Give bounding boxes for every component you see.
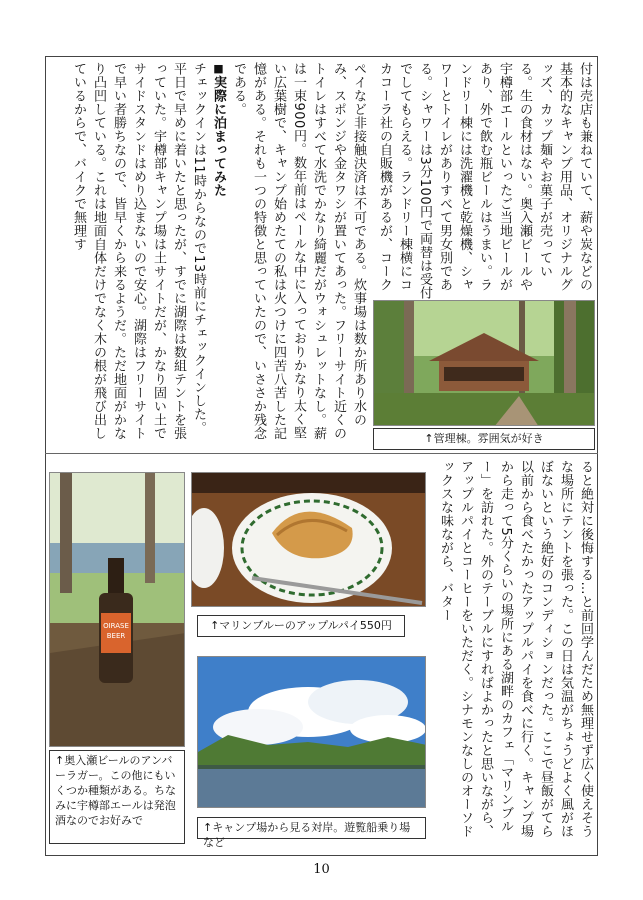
- apple-pie-photo: [191, 472, 426, 607]
- heading-text: 実際に泊まってみた: [211, 75, 226, 197]
- article-paragraph-3: ると絶対に後悔する…と前回学んだため無理せず広く使えそうな場所にテントを張った。この日は気温がちょうどよく風がほぼないという絶好のコンディションだった。ここで昼飯がてら以前から食べたかったアップルパイを食べに行く。キャンプ場から走って5分くらいの場所にある湖畔のカフェ「マリンブルー」を訪れた。外のテーブルにすればよかったと思いながら、アップルパイとコーヒーをいただく。シナモンなしのオーソドックスな味ながら、バター: [438, 460, 593, 838]
- section-divider: [45, 453, 598, 454]
- beer-photo: [49, 472, 185, 747]
- article-top-left: [48, 62, 368, 442]
- management-building-photo: [373, 300, 595, 426]
- page-number: 10: [313, 862, 330, 877]
- lake-view-image: [198, 657, 426, 808]
- lake-photo: [197, 656, 426, 808]
- article-paragraph-1-tail: ペイなど非接触決済は不可である。炊事場は数か所あり水のみ、スポンジや金タワシが置いてあった。フリーサイト近くのトイレはすべて水洗でかなり綺麗だがウォシュレットなし。薪は一束900円。数年前はペールな中に入っておりかなり太く堅い広葉樹で、キャンプ始めたての私は火つけに四苦八苦した記憶がある。それも一つの特徴と思っていたので、いささか残念である。: [231, 62, 366, 440]
- beer-label-text: OIRASE: [103, 622, 129, 630]
- apple-pie-image: [192, 473, 426, 607]
- article-bottom-text: [432, 460, 595, 850]
- article-top-right: [372, 62, 594, 300]
- beer-bottle-image: [50, 473, 185, 747]
- caption-lake: ↑キャンプ場から見る対岸。遊覧船乗り場など: [197, 817, 426, 839]
- forest-cabin-image: [374, 301, 595, 426]
- caption-management-building: ↑管理棟。雰囲気が好き: [373, 428, 595, 450]
- section-heading: [208, 62, 228, 442]
- heading-square-icon: ■: [212, 62, 225, 76]
- article-paragraph-2: チェックインは11時からなので13時前にチェックインした。平日で早めに着いたと思ったが、すでに湖際は数組テントを張っていた。宇樽部キャンプ場は土サイトだが、かなり固い土でサイドスタンドはめり込まないので安心。湖際はフリーサイトで早い者勝ちなので、皆早くから来るようだ。ただ地面がかなり凸凹している。これは地面自体だけでなく木の根が飛び出しているからで、バイクで無理す: [71, 62, 206, 440]
- caption-apple-pie: ↑マリンブルーのアップルパイ550円: [197, 615, 405, 637]
- caption-beer: ↑奥入瀬ビールのアンバーラガー。この他にもいくつか種類がある。ちなみに宇樽部エールは発泡酒なのでお好みで: [49, 750, 185, 844]
- svg-text:BEER: BEER: [106, 632, 126, 640]
- article-paragraph-1-part-a: 付は売店も兼ねていて、薪や炭などの基本的なキャンプ用品、オリジナルグッズ、カップ麺やお菓子が売っている。生の食材はない。奥入瀬ビールや宇樽部エールといったご当地ビールがあり、外で飲む瓶ビールはうまい。ランドリー棟には洗濯機と乾燥機、シャワーとトイレがありすべて男女別である。シャワーは3分100円で両替は受付でしてもらえる。ランドリー棟横にコカコーラ社の自販機があるが、コーク: [377, 62, 592, 300]
